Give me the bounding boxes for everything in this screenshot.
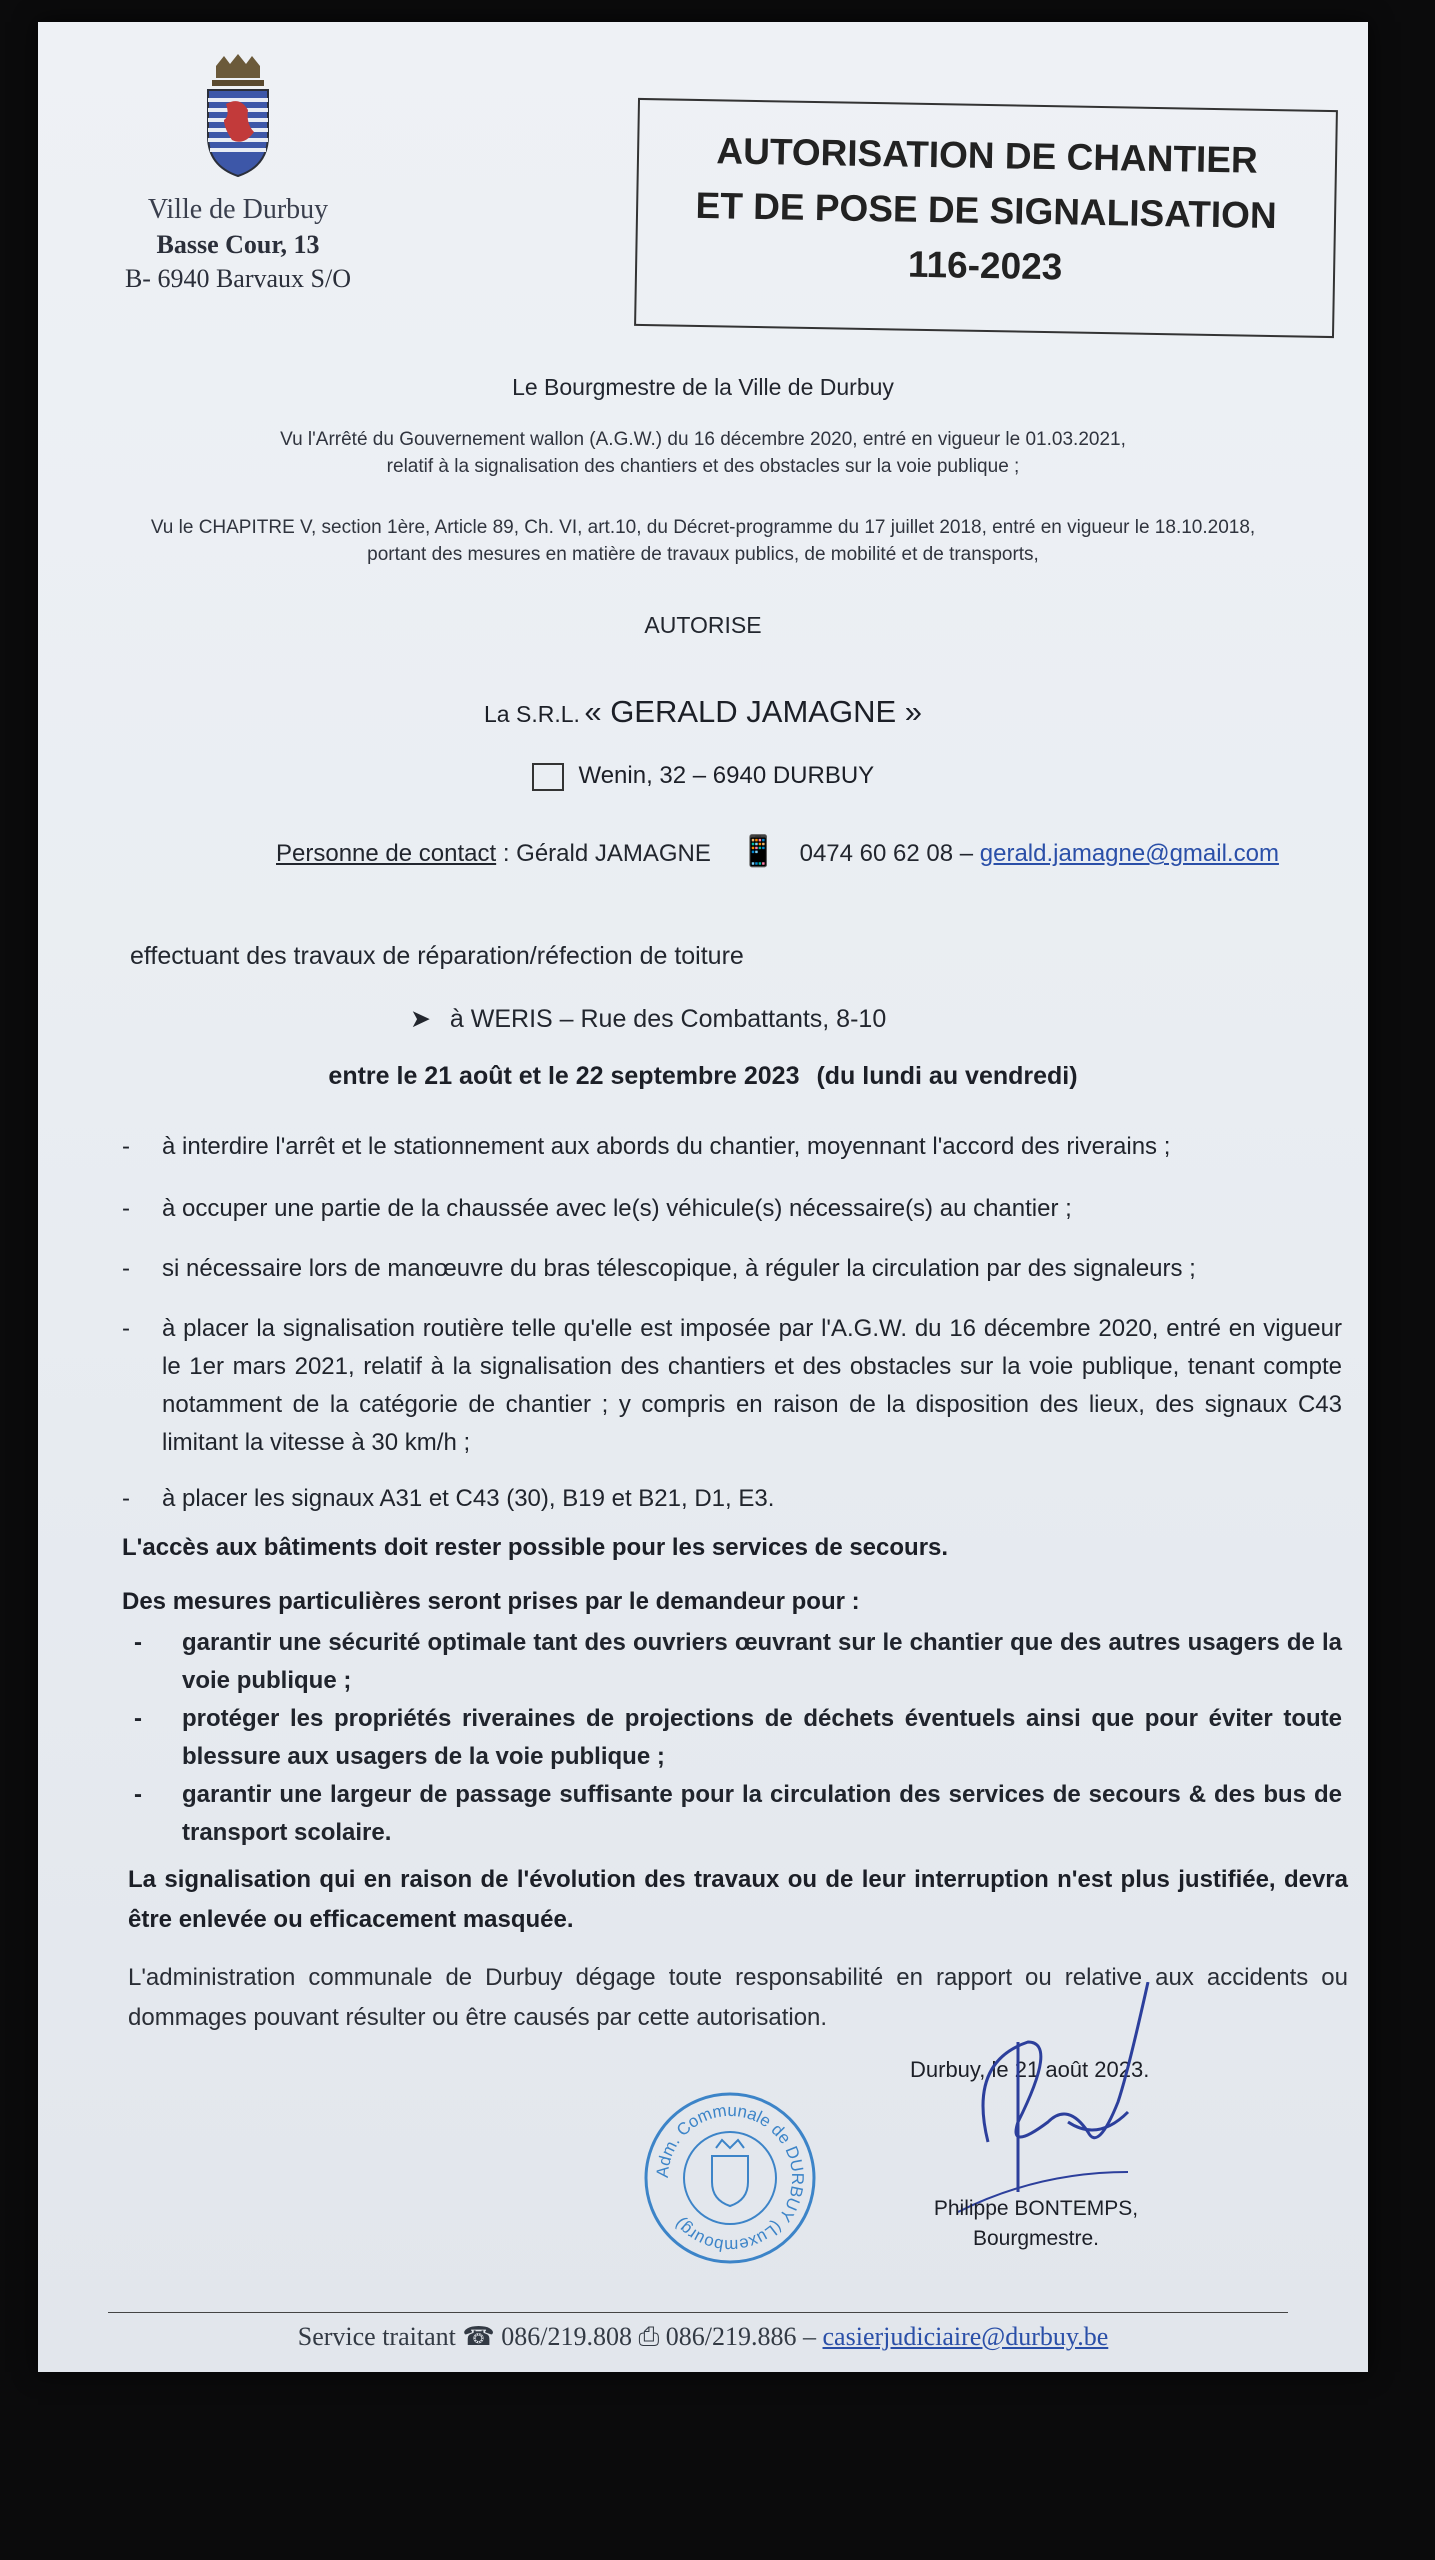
- list-item: - à placer les signaux A31 et C43 (30), B19 et B21, D1, E3.: [122, 1480, 1342, 1518]
- title-line-2: ET DE POSE DE SIGNALISATION: [695, 184, 1277, 237]
- list-item: - garantir une sécurité optimale tant des ouvriers œuvrant sur le chantier que des autres usagers de la voie publique ;: [122, 1624, 1342, 1700]
- town-address-street: Basse Cour, 13: [156, 230, 320, 259]
- phone-icon: 📱: [739, 835, 777, 868]
- company-title: « GERALD JAMAGNE »: [584, 694, 922, 729]
- works-period: [38, 1062, 1368, 1091]
- footer-phone: 086/219.808: [501, 2322, 632, 2351]
- list-item: - à occuper une partie de la chaussée avec le(s) véhicule(s) nécessaire(s) au chantier ;: [122, 1190, 1342, 1228]
- measure-item-1: garantir une sécurité optimale tant des ouvriers œuvrant sur le chantier que des autres usagers de la voie publique ;: [182, 1629, 1342, 1694]
- town-name: Ville de Durbuy: [147, 194, 329, 225]
- contact-phone: 0474 60 62 08 –: [799, 840, 974, 867]
- signature-place-date: Durbuy, le 21 août 2023.: [910, 2057, 1150, 2082]
- signage-note: La signalisation qui en raison de l'évolution des travaux ou de leur interruption n'est plus justifiée, devra être enlevée ou efficacement masquée.: [128, 1866, 1348, 1933]
- fax-icon: ⎙: [638, 2322, 660, 2351]
- authorization-item-2: à occuper une partie de la chaussée avec le(s) véhicule(s) nécessaire(s) au chantier ;: [162, 1195, 1072, 1222]
- footer-service: Service traitant: [297, 2322, 456, 2351]
- company-address: [38, 762, 1368, 791]
- works-period-dates: entre le 21 août et le 22 septembre 2023: [328, 1062, 800, 1090]
- access-note: L'accès aux bâtiments doit rester possible pour les services de secours.: [122, 1534, 949, 1561]
- stamp-text: Adm. Communale de DURBUY (Luxembourg): [652, 2100, 808, 2256]
- considering-2-line-1: Vu le CHAPITRE V, section 1ère, Article 89, Ch. VI, art.10, du Décret-programme du 17 juillet 2018, entré en vigueur le 18.10.2018,: [150, 517, 1256, 538]
- list-item: - si nécessaire lors de manœuvre du bras télescopique, à réguler la circulation par des signaleurs ;: [122, 1250, 1342, 1288]
- authorization-item-5: à placer les signaux A31 et C43 (30), B19 et B21, D1, E3.: [162, 1485, 775, 1512]
- coat-of-arms-icon: [198, 52, 278, 182]
- measure-item-2: protéger les propriétés riveraines de projections de déchets éventuels ainsi que pour éviter toute blessure aux usagers de la voie publique ;: [182, 1705, 1342, 1770]
- list-item: - garantir une largeur de passage suffisante pour la circulation des services de secours & des bus de transport scolaire.: [122, 1776, 1342, 1852]
- authorization-item-4: à placer la signalisation routière telle qu'elle est imposée par l'A.G.W. du 16 décembre 2020, entré en vigueur le 1er mars 2021, relatif à la signalisation des chantiers et des obstacles sur la voie publique, tenant compte notamment de la catégorie de chantier ; y compris en raison de la disposition des lieux, des signaux C43 limitant la vitesse à 30 km/h ;: [162, 1315, 1342, 1456]
- title-line-1: AUTORISATION DE CHANTIER: [716, 130, 1259, 181]
- document-page: [38, 22, 1368, 2372]
- works-location-text: à WERIS – Rue des Combattants, 8-10: [449, 1005, 887, 1033]
- works-description: effectuant des travaux de réparation/réfection de toiture: [130, 942, 744, 970]
- considering-2: [38, 514, 1368, 568]
- contact-name: : Gérald JAMAGNE: [502, 840, 711, 867]
- works-location: [410, 1004, 886, 1034]
- arrow-bullet-icon: ➤: [410, 1005, 431, 1033]
- considering-1-line-1: Vu l'Arrêté du Gouvernement wallon (A.G.W.) du 16 décembre 2020, entré en vigueur le 01.03.2021,: [280, 429, 1126, 450]
- footer-divider: [108, 2312, 1288, 2313]
- considering-1-line-2: relatif à la signalisation des chantiers et des obstacles sur la voie publique ;: [386, 456, 1020, 477]
- considering-1: [38, 426, 1368, 480]
- authorization-item-3: si nécessaire lors de manœuvre du bras télescopique, à réguler la circulation par des signaleurs ;: [162, 1255, 1196, 1282]
- footer: [38, 2322, 1368, 2353]
- contact-line: [276, 834, 1279, 869]
- measure-item-3: garantir une largeur de passage suffisante pour la circulation des services de secours & des bus de transport scolaire.: [182, 1781, 1342, 1846]
- permit-number: 116-2023: [907, 243, 1063, 288]
- authorizes-heading: AUTORISE: [644, 612, 762, 638]
- footer-fax: 086/219.886 –: [665, 2322, 817, 2351]
- company-prefix: La S.R.L.: [484, 701, 580, 727]
- mail-icon: [532, 763, 564, 791]
- contact-email-link[interactable]: gerald.jamagne@gmail.com: [979, 840, 1279, 867]
- disclaimer: L'administration communale de Durbuy dégage toute responsabilité en rapport ou relative aux accidents ou dommages pouvant résulter ou être causés par cette autorisation.: [128, 1964, 1348, 2031]
- footer-email-link[interactable]: casierjudiciaire@durbuy.be: [822, 2322, 1109, 2351]
- considering-2-line-2: portant des mesures en matière de travaux publics, de mobilité et de transports,: [367, 544, 1039, 565]
- company-address-text: Wenin, 32 – 6940 DURBUY: [578, 762, 875, 789]
- signatory-role: Bourgmestre.: [972, 2227, 1100, 2250]
- town-header: [118, 194, 358, 294]
- list-item: - à placer la signalisation routière telle qu'elle est imposée par l'A.G.W. du 16 décembre 2020, entré en vigueur le 1er mars 2021, relatif à la signalisation des chantiers et des obstacles sur la voie publique, tenant compte notamment de la catégorie de chantier ; y compris en raison de la disposition des lieux, des signaux C43 limitant la vitesse à 30 km/h ;: [122, 1310, 1342, 1462]
- town-address-city: B- 6940 Barvaux S/O: [124, 264, 352, 293]
- contact-label: Personne de contact: [276, 840, 497, 867]
- company-name: [38, 694, 1368, 730]
- issuer: Le Bourgmestre de la Ville de Durbuy: [512, 374, 894, 400]
- authorization-item-1: à interdire l'arrêt et le stationnement aux abords du chantier, moyennant l'accord des riverains ;: [162, 1133, 1171, 1160]
- list-item: - à interdire l'arrêt et le stationnement aux abords du chantier, moyennant l'accord des riverains ;: [122, 1128, 1342, 1166]
- signatory-name: Philippe BONTEMPS,: [933, 2197, 1139, 2220]
- signatory: [926, 2197, 1146, 2251]
- document-title-box: [634, 98, 1338, 338]
- measures-intro: Des mesures particulières seront prises par le demandeur pour :: [122, 1588, 860, 1615]
- works-period-days: (du lundi au vendredi): [816, 1062, 1078, 1090]
- municipal-stamp: [642, 2090, 818, 2266]
- phone-icon: ☎: [462, 2322, 495, 2351]
- list-item: - protéger les propriétés riveraines de projections de déchets éventuels ainsi que pour éviter toute blessure aux usagers de la voie publique ;: [122, 1700, 1342, 1776]
